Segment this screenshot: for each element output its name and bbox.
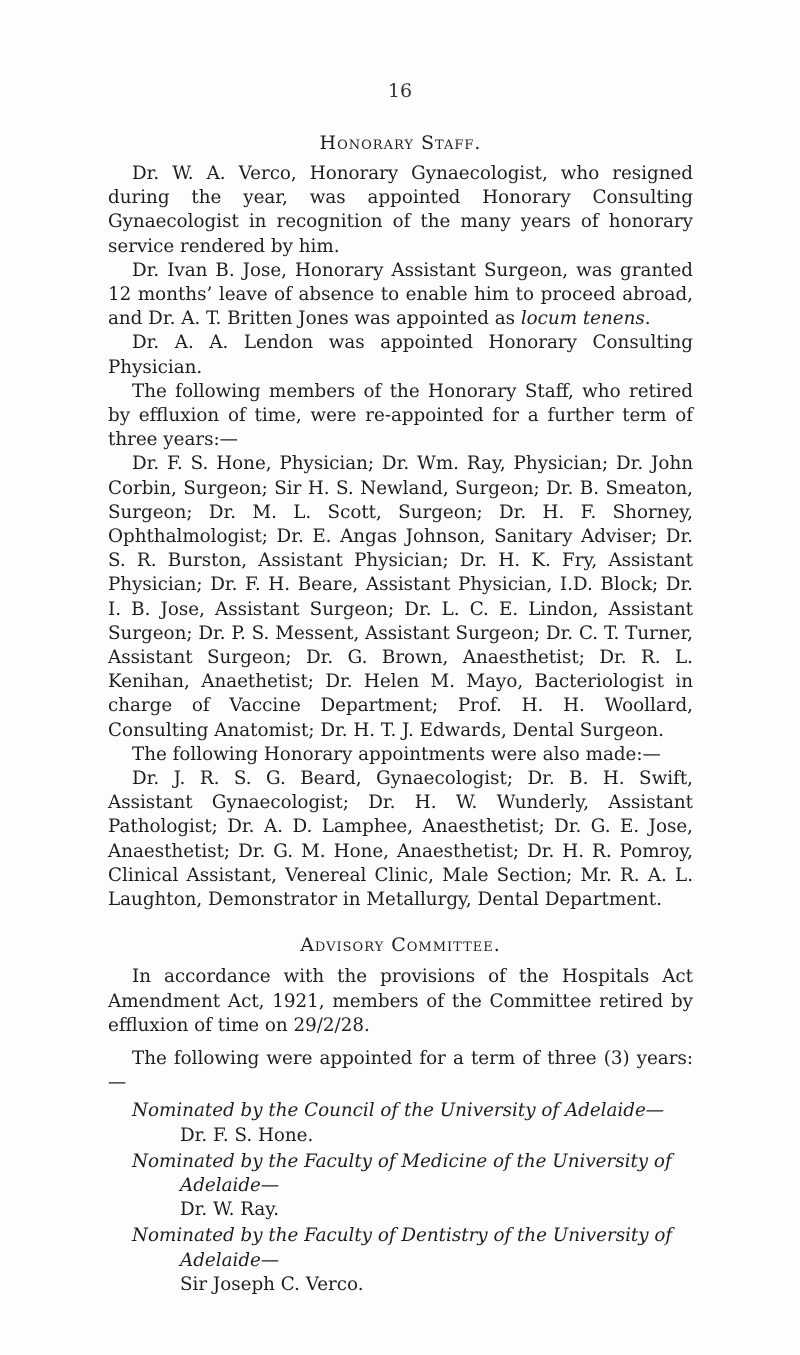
paragraph-appointments-intro: The following Honorary appointments were also made:—	[132, 743, 661, 765]
nomination-name: Dr. F. S. Hone.	[180, 1124, 314, 1146]
paragraph-jose-text: Dr. Ivan B. Jose, Honorary Assistant Surgeon, was granted 12 months’ leave of absence to enable him to proceed abroad, and Dr. A. T. Britten Jones was appointed as	[108, 259, 693, 330]
advisory-committee-heading: Advisory Committee.	[300, 934, 501, 957]
page-content	[108, 120, 693, 1297]
page-number: 16	[387, 80, 413, 102]
nomination-label: Nominated by the Faculty of Medicine of the University of Adelaide—	[132, 1150, 672, 1196]
paragraph-hospitals-act: In accordance with the provisions of the Hospitals Act Amendment Act, 1921, members of the Committee retired by effluxion of time on 29/2/28.	[108, 966, 693, 1036]
nomination-medicine	[108, 1150, 693, 1223]
nomination-label: Nominated by the Faculty of Dentistry of the University of Adelaide—	[132, 1225, 673, 1271]
paragraph-lendon: Dr. A. A. Lendon was appointed Honorary Consulting Physician.	[108, 332, 693, 378]
paragraph-appointments-list: Dr. J. R. S. G. Beard, Gynaecologist; Dr. B. H. Swift, Assistant Gynaecologist; Dr. H. W. Wunderly, Assistant Pathologist; Dr. A. D. Lamphee, Anaesthetist; Dr. G. E. Jose, Anaesthetist; Dr. G. M. Hone, Anaesthetist; Dr. H. R. Pomroy, Clinical Assistant, Venereal Clinic, Male Section; Mr. R. A. L. Laughton, Demonstrator in Metallurgy, Dental Department.	[108, 768, 693, 911]
nomination-dentistry	[108, 1224, 693, 1297]
paragraph-verco: Dr. W. A. Verco, Honorary Gynaecologist, who resigned during the year, was appointed Honorary Consulting Gynaecologist in recognition of the many years of honorary service rendered by him.	[108, 163, 693, 257]
nomination-council	[108, 1099, 693, 1147]
paragraph-appointed-intro: The following were appointed for a term of three (3) years:—	[108, 1047, 693, 1094]
locum-tenens-italic: locum tenens	[520, 308, 645, 330]
paragraph-reappointed-list: Dr. F. S. Hone, Physician; Dr. Wm. Ray, Physician; Dr. John Corbin, Surgeon; Sir H. S. Newland, Surgeon; Dr. B. Smeaton, Surgeon; Dr. M. L. Scott, Surgeon; Dr. H. F. Shorney, Ophthalmologist; Dr. E. Angas Johnson, Sanitary Adviser; Dr. S. R. Burston, Assistant Physician; Dr. H. K. Fry, Assistant Physician; Dr. F. H. Beare, Assistant Physician, I.D. Block; Dr. I. B. Jose, Assistant Surgeon; Dr. L. C. E. Lindon, Assistant Surgeon; Dr. P. S. Messent, Assistant Surgeon; Dr. C. T. Turner, Assistant Surgeon; Dr. G. Brown, Anaesthetist; Dr. R. L. Kenihan, Anaethetist; Dr. Helen M. Mayo, Bacteriologist in charge of Vaccine Department; Prof. H. H. Woollard, Consulting Anatomist; Dr. H. T. J. Edwards, Dental Surgeon.	[108, 453, 693, 741]
locum-tail: .	[644, 308, 651, 330]
nomination-label: Nominated by the Council of the University of Adelaide—	[132, 1100, 665, 1122]
paragraph-jose-leave	[108, 259, 693, 332]
paragraph-reappointed-intro: The following members of the Honorary Staff, who retired by effluxion of time, were re-appointed for a further term of three years:—	[108, 380, 693, 451]
nomination-name: Dr. W. Ray.	[180, 1199, 280, 1221]
nomination-name: Sir Joseph C. Verco.	[180, 1273, 364, 1295]
advisory-committee-section	[108, 934, 693, 1297]
honorary-staff-section	[108, 132, 693, 912]
honorary-staff-heading: Honorary Staff.	[319, 132, 482, 154]
